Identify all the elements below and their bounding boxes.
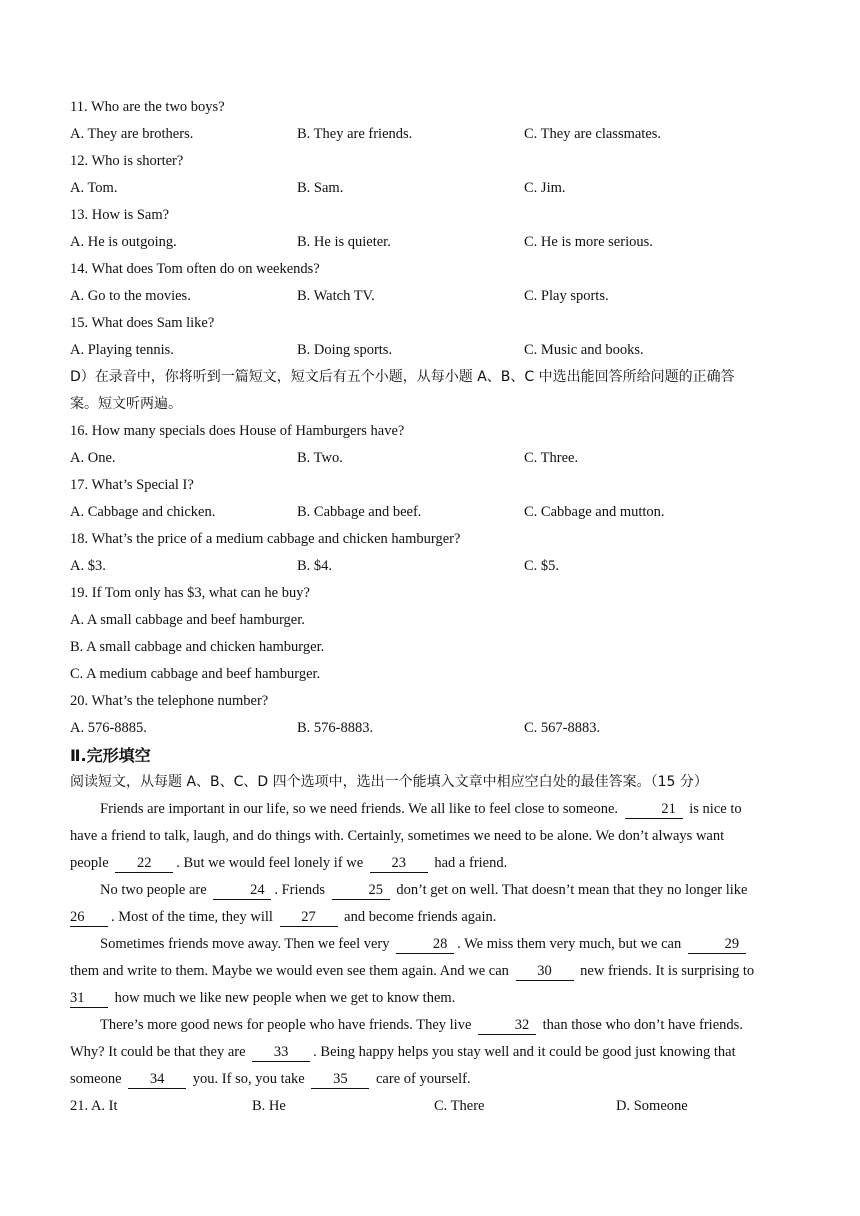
- option-c: C. 567-8883.: [524, 720, 601, 736]
- option-a: A. $3.: [70, 558, 106, 574]
- question-text: 15. What does Sam like?: [70, 315, 215, 331]
- passage-text: . Most of the time, they will: [111, 909, 273, 925]
- passage-line: [70, 958, 790, 985]
- option-c: C. A medium cabbage and beef hamburger.: [70, 666, 321, 682]
- blank-25: 25: [332, 882, 390, 900]
- options-row: [70, 229, 790, 256]
- passage-line: [70, 1066, 790, 1093]
- blank-24: 24: [213, 882, 271, 900]
- passage-text: Sometimes friends move away. Then we feel very: [100, 936, 390, 952]
- question-text: 19. If Tom only has $3, what can he buy?: [70, 585, 310, 601]
- option-b: B. Doing sports.: [297, 342, 393, 358]
- option-c: C. Three.: [524, 450, 579, 466]
- passage-text: care of yourself.: [376, 1071, 471, 1087]
- part-d-instruction: D）在录音中，你将听到一篇短文，短文后有五个小题，从每小题 A、B、C 中选出能回答所给问题的正确答: [70, 369, 735, 385]
- blank-23: 23: [370, 855, 428, 873]
- blank-33: 33: [252, 1044, 310, 1062]
- question-text: 16. How many specials does House of Hamburgers have?: [70, 423, 405, 439]
- options-row: [70, 445, 790, 472]
- blank-34: 34: [128, 1071, 186, 1089]
- passage-text: Why? It could be that they are: [70, 1044, 246, 1060]
- option-b: B. Sam.: [297, 180, 344, 196]
- blank-27: 27: [280, 909, 338, 927]
- option-b: B. They are friends.: [297, 126, 413, 142]
- passage-text: and become friends again.: [344, 909, 497, 925]
- option-c: C. He is more serious.: [524, 234, 653, 250]
- passage-text: Friends are important in our life, so we need friends. We all like to feel close to someone.: [100, 801, 618, 817]
- passage-line: [70, 877, 790, 904]
- passage-text: . But we would feel lonely if we: [176, 855, 364, 871]
- blank-29: 29: [688, 936, 746, 954]
- blank-35: 35: [311, 1071, 369, 1089]
- passage-line: [70, 931, 790, 958]
- question-12: [70, 148, 790, 202]
- passage-text: how much we like new people when we get to know them.: [114, 990, 456, 1006]
- option-c: C. Music and books.: [524, 342, 644, 358]
- option-d: D. Someone: [616, 1098, 688, 1114]
- question-19: [70, 580, 790, 688]
- passage-text: is nice to: [689, 801, 742, 817]
- passage-line: [70, 904, 790, 931]
- question-21-options: [70, 1093, 790, 1120]
- option-c: C. There: [434, 1098, 485, 1114]
- passage-text: don’t get on well. That doesn’t mean that they no longer like: [396, 882, 748, 898]
- option-a: A. A small cabbage and beef hamburger.: [70, 612, 305, 628]
- option-a: A. Go to the movies.: [70, 288, 191, 304]
- options-row: [70, 553, 790, 580]
- section-title: Ⅱ.完形填空: [70, 746, 151, 765]
- question-17: [70, 472, 790, 526]
- passage-text: had a friend.: [434, 855, 508, 871]
- blank-32: 32: [478, 1017, 536, 1035]
- option-c: C. Cabbage and mutton.: [524, 504, 665, 520]
- question-15: [70, 310, 790, 364]
- passage-text: . We miss them very much, but we can: [457, 936, 682, 952]
- passage-text: There’s more good news for people who have friends. They live: [100, 1017, 472, 1033]
- question-11: [70, 94, 790, 148]
- option-c: C. $5.: [524, 558, 560, 574]
- options-row: [70, 499, 790, 526]
- options-row: [70, 715, 790, 742]
- passage-text: you. If so, you take: [192, 1071, 305, 1087]
- passage-line: [70, 985, 790, 1012]
- option-a: 21. A. It: [70, 1098, 118, 1114]
- options-row: [70, 175, 790, 202]
- question-20: [70, 688, 790, 742]
- passage-text: them and write to them. Maybe we would even see them again. And we can: [70, 963, 509, 979]
- option-c: C. They are classmates.: [524, 126, 662, 142]
- option-b: B. Cabbage and beef.: [297, 504, 422, 520]
- passage-text: than those who don’t have friends.: [542, 1017, 743, 1033]
- passage-text: people: [70, 855, 109, 871]
- options-row: [70, 337, 790, 364]
- blank-26: 26: [70, 909, 108, 927]
- option-b: B. Watch TV.: [297, 288, 375, 304]
- question-13: [70, 202, 790, 256]
- cloze-passage: [70, 796, 790, 1093]
- question-text: 20. What’s the telephone number?: [70, 693, 269, 709]
- blank-31: 31: [70, 990, 108, 1008]
- question-16: [70, 418, 790, 472]
- option-a: A. One.: [70, 450, 116, 466]
- blank-22: 22: [115, 855, 173, 873]
- question-text: 18. What’s the price of a medium cabbage and chicken hamburger?: [70, 531, 461, 547]
- passage-text: . Friends: [274, 882, 326, 898]
- option-b: B. Two.: [297, 450, 343, 466]
- question-text: 12. Who is shorter?: [70, 153, 184, 169]
- option-b: B. $4.: [297, 558, 333, 574]
- passage-line: have a friend to talk, laugh, and do things with. Certainly, sometimes we need to be alone. We don’t always want: [70, 828, 725, 844]
- question-text: 11. Who are the two boys?: [70, 99, 225, 115]
- options-row: [70, 283, 790, 310]
- passage-text: No two people are: [100, 882, 207, 898]
- option-c: C. Play sports.: [524, 288, 609, 304]
- option-a: A. Playing tennis.: [70, 342, 174, 358]
- question-18: [70, 526, 790, 580]
- passage-text: someone: [70, 1071, 122, 1087]
- option-b: B. He: [252, 1098, 286, 1114]
- question-text: 17. What’s Special I?: [70, 477, 194, 493]
- section-instruction: 阅读短文，从每题 A、B、C、D 四个选项中，选出一个能填入文章中相应空白处的最佳答案。（15 分）: [70, 774, 708, 790]
- exam-page: [70, 94, 790, 1120]
- option-b: B. 576-8883.: [297, 720, 374, 736]
- question-14: [70, 256, 790, 310]
- option-a: A. Tom.: [70, 180, 118, 196]
- passage-line: [70, 850, 790, 877]
- passage-line: [70, 1012, 790, 1039]
- passage-line: [70, 796, 790, 823]
- option-c: C. Jim.: [524, 180, 566, 196]
- question-text: 13. How is Sam?: [70, 207, 170, 223]
- options-row: [70, 121, 790, 148]
- option-a: A. They are brothers.: [70, 126, 194, 142]
- option-a: A. 576-8885.: [70, 720, 147, 736]
- blank-28: 28: [396, 936, 454, 954]
- passage-line: [70, 1039, 790, 1066]
- option-b: B. He is quieter.: [297, 234, 391, 250]
- passage-text: new friends. It is surprising to: [580, 963, 755, 979]
- part-d-instruction-cont: 案。短文听两遍。: [70, 396, 182, 412]
- question-text: 14. What does Tom often do on weekends?: [70, 261, 320, 277]
- passage-text: . Being happy helps you stay well and it could be good just knowing that: [313, 1044, 736, 1060]
- blank-30: 30: [516, 963, 574, 981]
- option-a: A. Cabbage and chicken.: [70, 504, 216, 520]
- blank-21: 21: [625, 801, 683, 819]
- option-b: B. A small cabbage and chicken hamburger.: [70, 639, 325, 655]
- option-a: A. He is outgoing.: [70, 234, 177, 250]
